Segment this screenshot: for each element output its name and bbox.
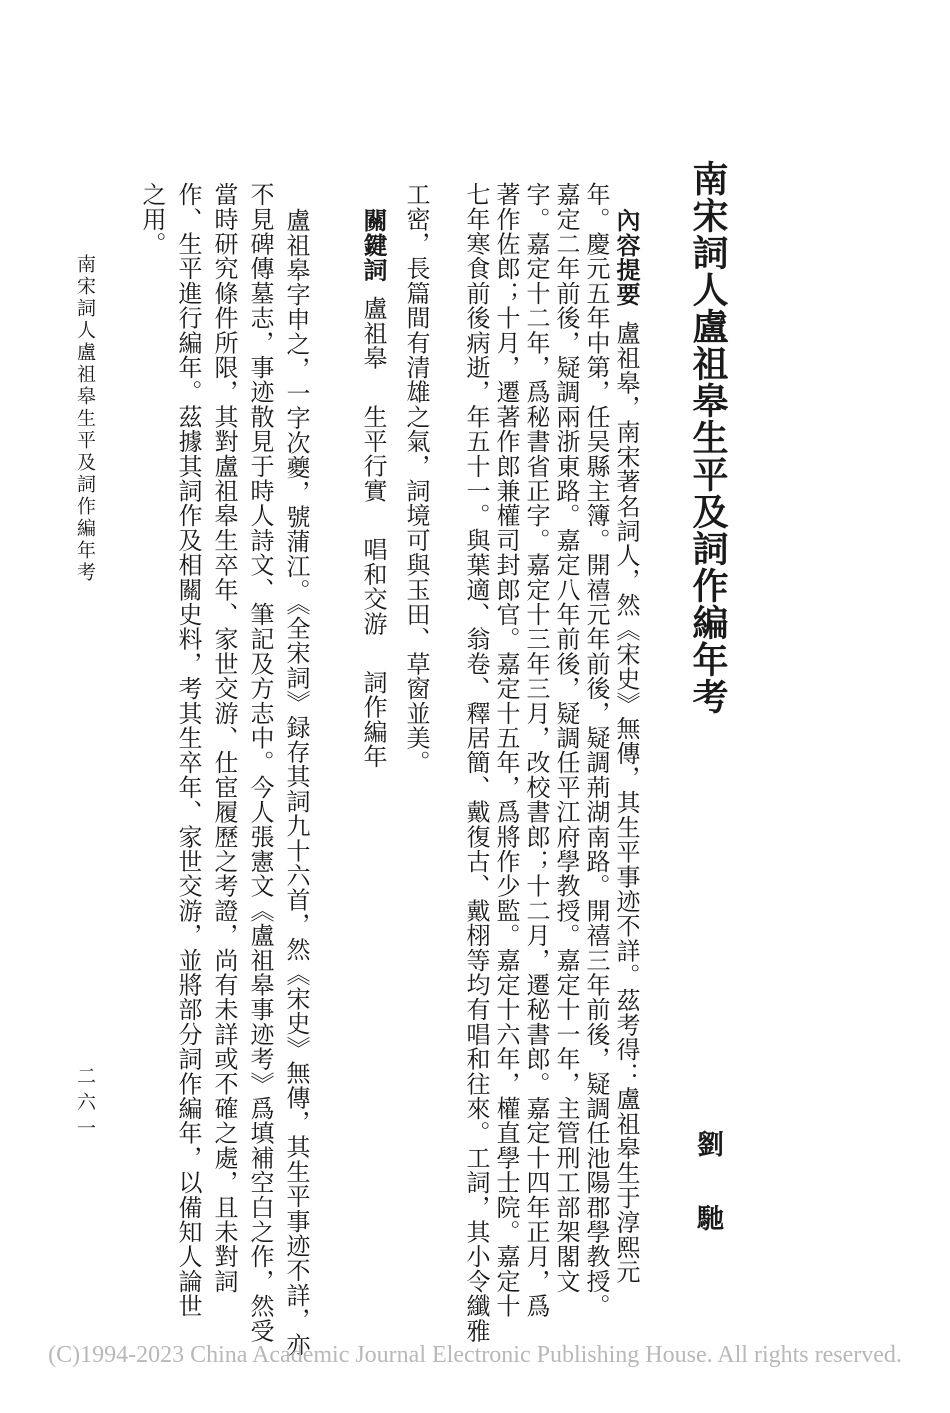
page-number: 二六一 <box>74 1066 96 1144</box>
keywords-line <box>358 208 388 769</box>
keyword: 盧祖皋 <box>359 296 387 371</box>
abstract-label: 內容提要 <box>612 208 641 307</box>
copyright-watermark: (C)1994-2023 China Academic Journal Electronic Publishing House. All rights reserved. <box>48 1342 902 1368</box>
body-line: 作、生平進行編年。茲據其詞作及相關史料，考其生卒年、家世交游，並將部分詞作編年，以備知人論世 <box>174 182 202 1319</box>
body-line: 當時研究條件所限，其對盧祖皋生卒年、家世交游、仕宦履歷之考證，尚有未詳或不確之處，且未對詞 <box>210 182 238 1294</box>
body-line: 盧祖皋字申之，一字次夔，號蒲江。《全宋詞》録存其詞九十六首，然《宋史》無傳，其生平事迹不詳，亦 <box>282 208 310 1357</box>
body-line: 不見碑傳墓志，事迹散見于時人詩文、筆記及方志中。今人張憲文《盧祖皋事迹考》爲填補空白之作，然受 <box>246 182 274 1343</box>
abstract-line: 內容提要盧祖皋，南宋著名詞人，然《宋史》無傳，其生平事迹不詳。茲考得：盧祖皋生于淳熙元 <box>612 208 641 1285</box>
abstract-line: 字。嘉定十二年，爲秘書省正字。嘉定十三年三月，改校書郎；十二月，遷秘書郎。嘉定十四年正月，爲 <box>522 182 550 1319</box>
abstract-line: 年。慶元五年中第，任吴縣主簿。開禧元年前後，疑調荊湖南路。開禧三年前後，疑調任池陽郡學教授。 <box>582 182 610 1319</box>
keywords-label: 關鍵詞 <box>359 208 388 283</box>
author-name: 劉 馳 <box>692 1130 723 1251</box>
article-title: 南宋詞人盧祖皋生平及詞作編年考 <box>687 160 729 715</box>
keyword: 生平行實 <box>359 404 387 504</box>
body-line: 之用。 <box>138 182 166 257</box>
abstract-line: 嘉定二年前後，疑調兩浙東路。嘉定八年前後，疑調任平江府學教授。嘉定十一年，主管刑工部架閣文 <box>552 182 580 1294</box>
running-header: 南宋詞人盧祖皋生平及詞作編年考 <box>74 254 96 584</box>
abstract-line: 工密，長篇間有清雄之氣，詞境可與玉田、草窗並美。 <box>402 182 430 775</box>
keyword: 唱和交游 <box>359 537 387 636</box>
abstract-line: 七年寒食前後病逝，年五十一。與葉適、翁卷、釋居簡、戴復古、戴栩等均有唱和往來。工詞，其小令纖雅 <box>462 182 490 1343</box>
keyword: 詞作編年 <box>359 669 387 769</box>
abstract-line: 著作佐郎；十月，遷著作郎兼權司封郎官。嘉定十五年，爲將作少監。嘉定十六年，權直學士院。嘉定十 <box>492 182 520 1319</box>
